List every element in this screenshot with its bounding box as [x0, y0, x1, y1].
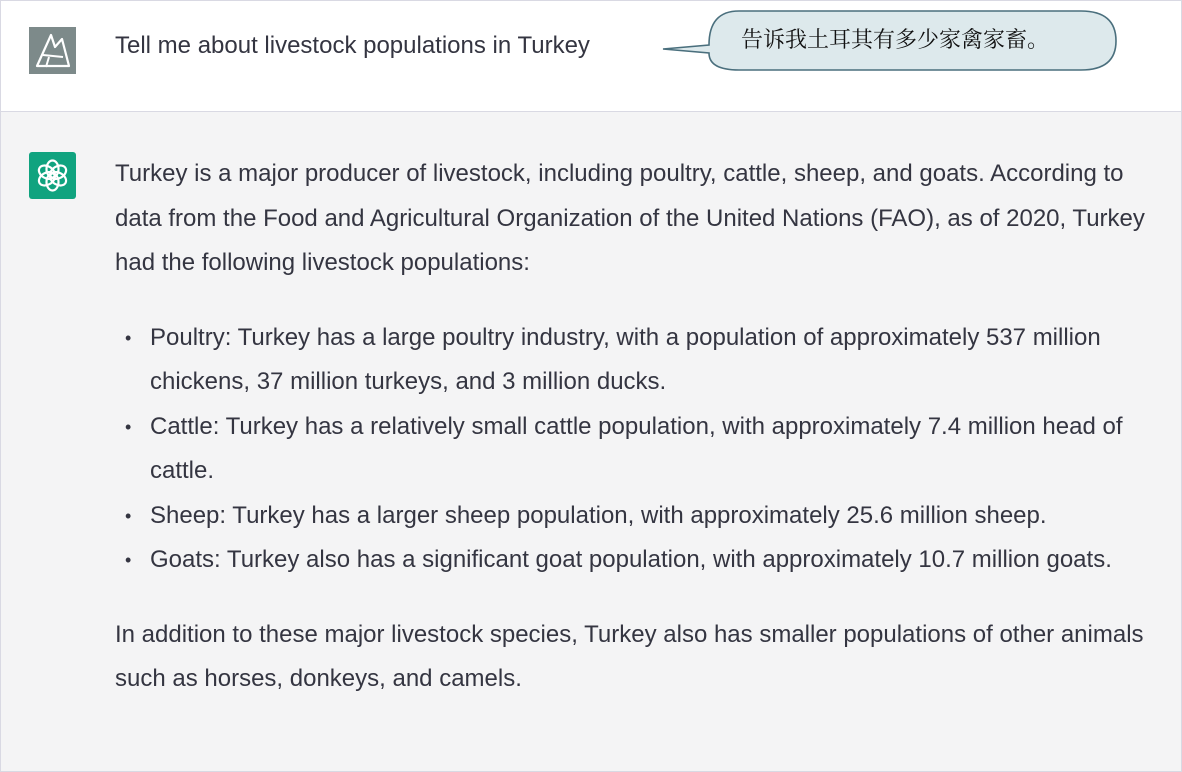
translation-text: 告诉我土耳其有多少家禽家畜。: [741, 27, 1050, 52]
assistant-message-body: [115, 152, 1155, 702]
list-item: [125, 538, 1155, 583]
user-avatar-icon: [29, 27, 76, 74]
chatgpt-logo-icon: [29, 152, 76, 199]
list-item: [125, 316, 1155, 405]
bullet-icon: •: [125, 416, 132, 437]
translation-callout: [661, 9, 1121, 73]
list-item: [125, 494, 1155, 539]
livestock-list: [115, 316, 1155, 583]
user-message-text: Tell me about livestock populations in Turkey: [115, 32, 590, 59]
list-item-text: Cattle: Turkey has a relatively small cattle population, with approximately 7.4 million head of cattle.: [150, 412, 1123, 484]
list-item-text: Sheep: Turkey has a larger sheep population, with approximately 25.6 million sheep.: [150, 501, 1047, 529]
user-message-row: [1, 1, 1181, 112]
bullet-icon: •: [125, 327, 132, 348]
bullet-icon: •: [125, 505, 132, 526]
list-item-text: Poultry: Turkey has a large poultry industry, with a population of approximately 537 million chickens, 37 million turkeys, and 3 million ducks.: [150, 323, 1101, 395]
assistant-message-row: [1, 112, 1181, 772]
assistant-intro-paragraph: Turkey is a major producer of livestock, including poultry, cattle, sheep, and goats. According to data from the Food and Agricultural Organization of the United Nations (FAO), as of 2020, Turkey had the following livestock populations:: [115, 160, 1145, 276]
assistant-outro-paragraph: In addition to these major livestock species, Turkey also has smaller populations of other animals such as horses, donkeys, and camels.: [115, 620, 1144, 692]
bullet-icon: •: [125, 550, 132, 570]
list-item: [125, 405, 1155, 494]
list-item-text: Goats: Turkey also has a significant goat population, with approximately 10.7 million goats.: [150, 546, 1112, 573]
